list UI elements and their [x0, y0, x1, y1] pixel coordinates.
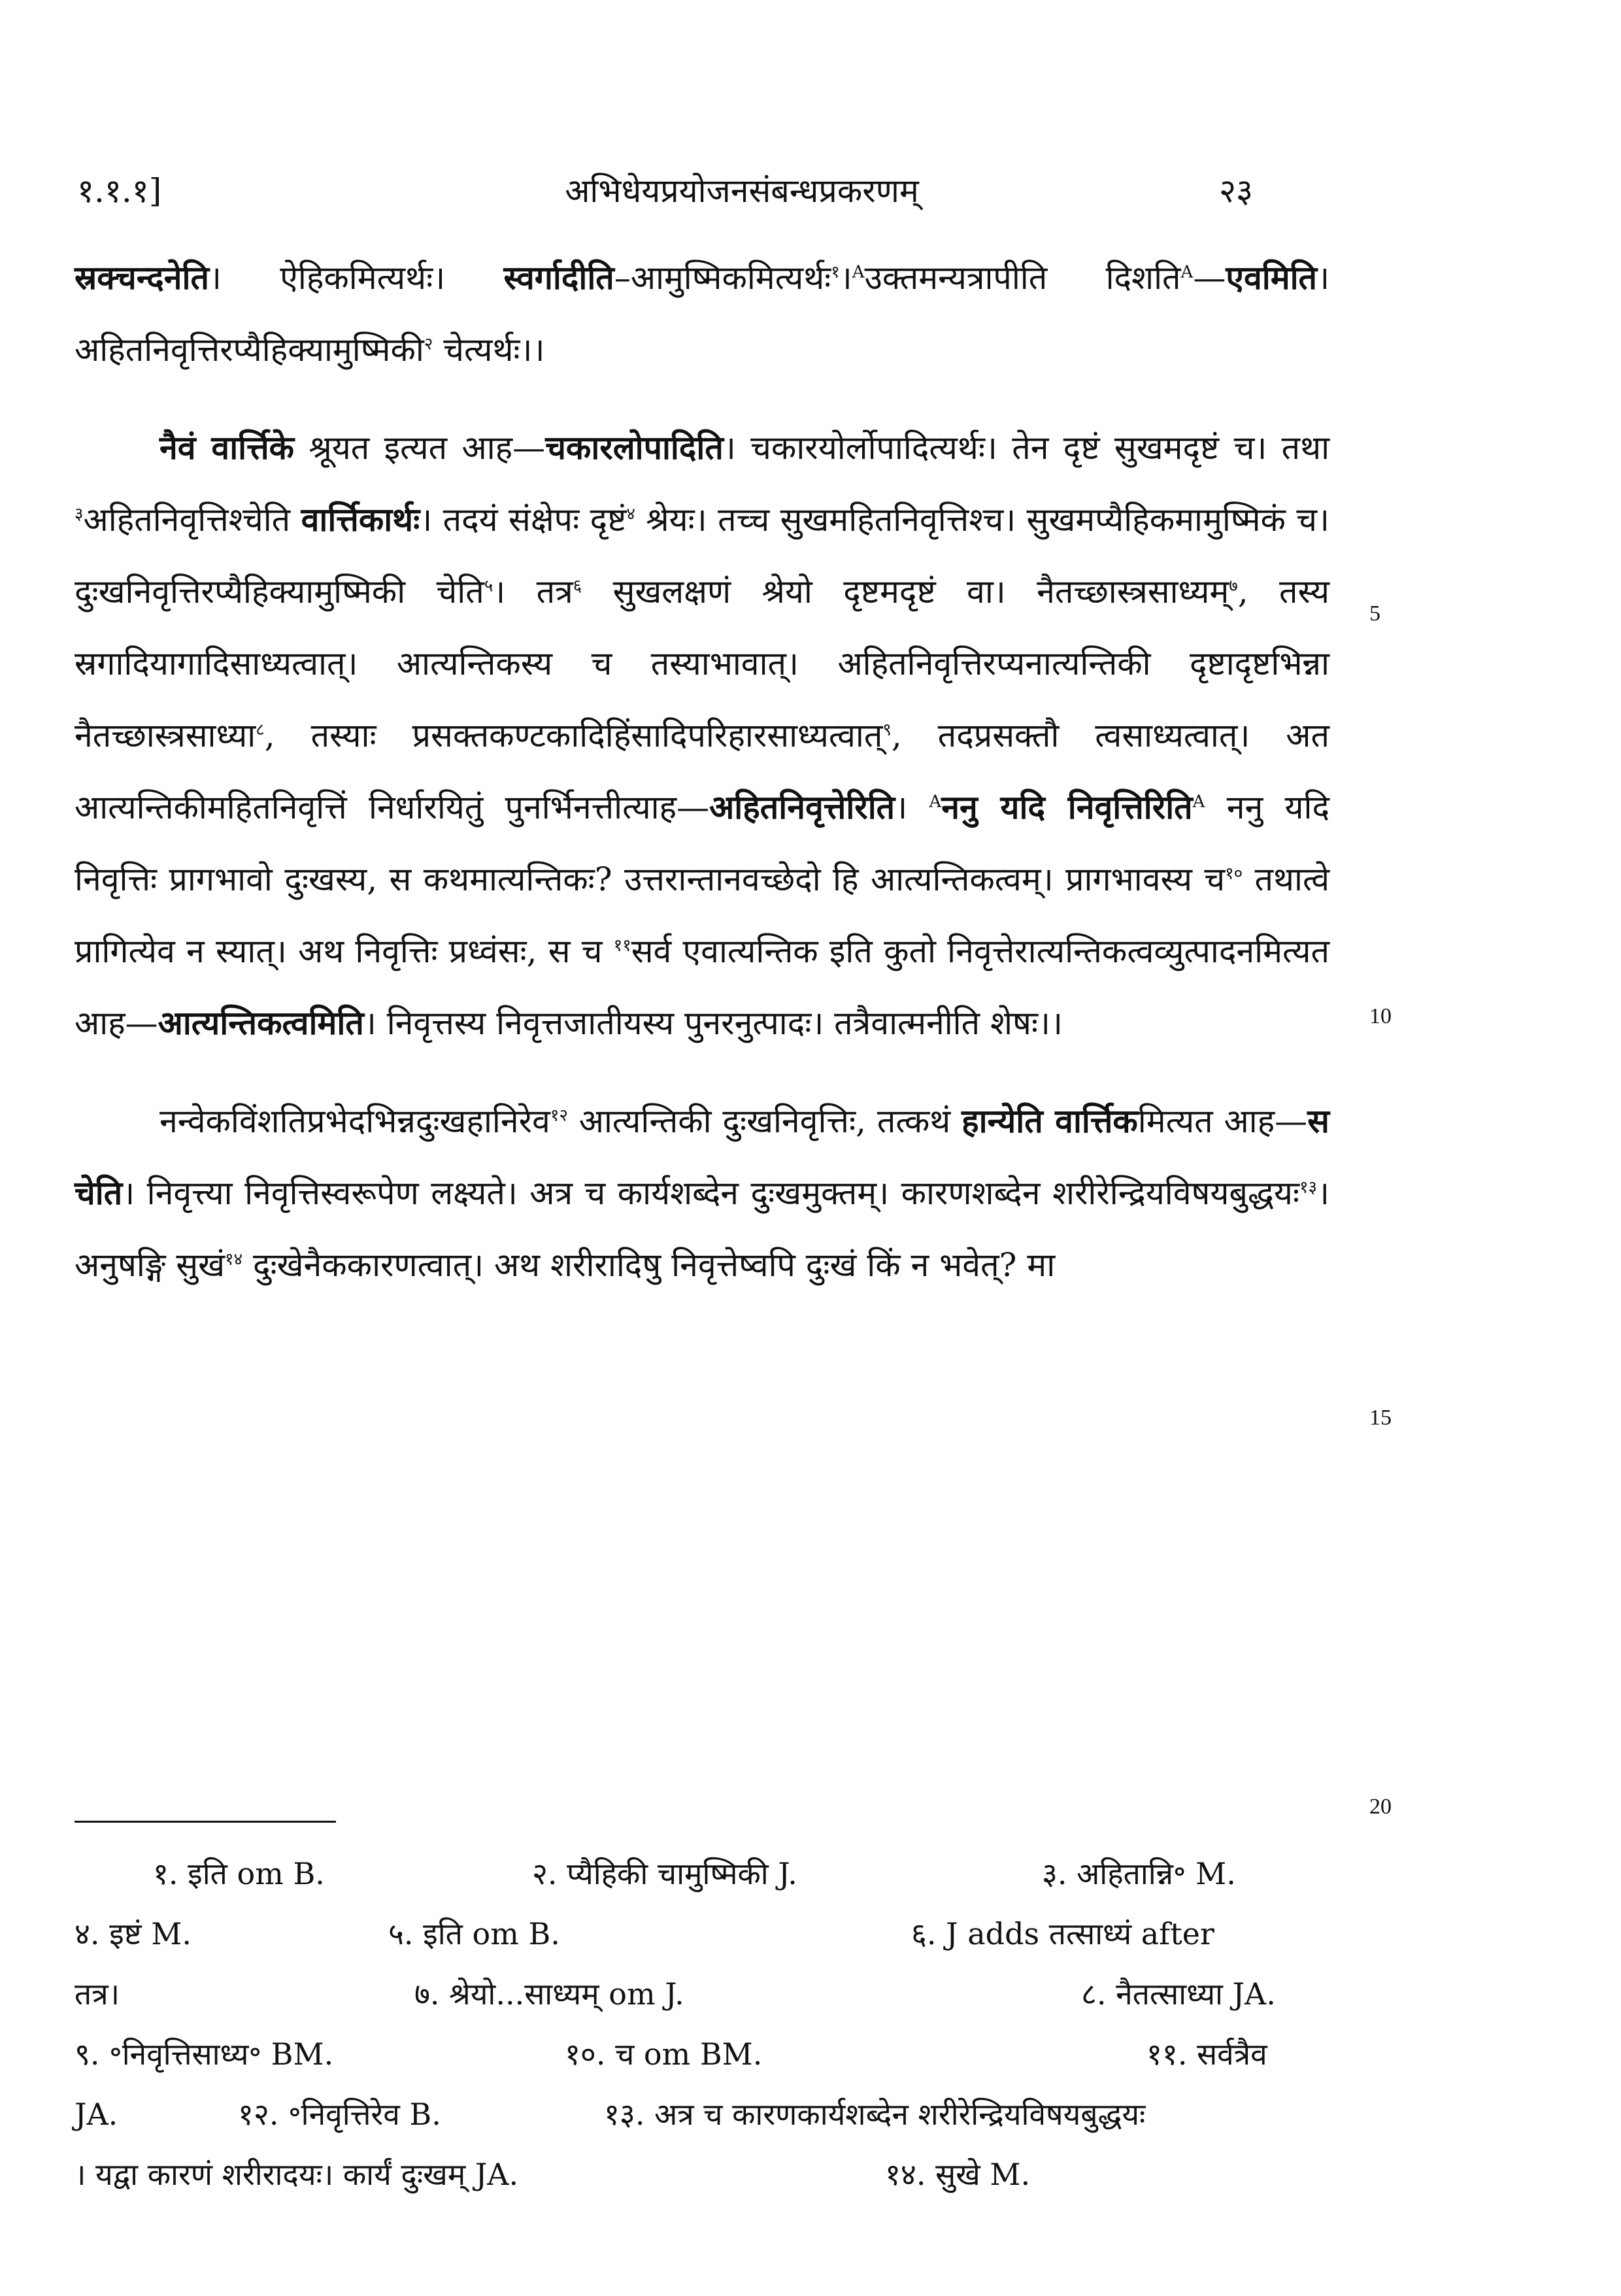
footnote-marker: १०: [1225, 864, 1243, 884]
footnote-1: १. इति om B.: [153, 1856, 325, 1891]
lemma: एवमिति: [1226, 258, 1318, 297]
running-header: [0, 154, 1621, 213]
footnote-marker: ११: [613, 936, 631, 956]
lemma: वार्त्तिकार्थः: [301, 500, 420, 539]
footnote-7: ७. श्रेयो...साध्यम् om J.: [414, 1976, 684, 2012]
line-number-15: 15: [1369, 1406, 1392, 1430]
footnote-14: १४. सुखे M.: [885, 2157, 1031, 2192]
text-run: ।: [895, 788, 929, 826]
text-run: नन्वेकविंशतिप्रभेदभिन्नदुःखहानिरेव: [159, 1102, 550, 1140]
text-run: । अहितनिवृत्तिरप्यैहिक्यामुष्मिकी: [75, 259, 1330, 369]
text-run: । तत्र: [493, 573, 573, 611]
footnote-marker: A: [1192, 792, 1205, 812]
lemma: स चेति: [75, 1102, 1329, 1212]
footnote-marker: ७: [1229, 576, 1238, 596]
paragraph-1: [75, 242, 1329, 386]
lemma: अहितनिवृत्तेरिति: [709, 788, 895, 826]
footnote-marker: १: [831, 262, 840, 282]
footnote-marker: ५: [484, 576, 493, 596]
lemma: आत्यन्तिकत्वमिति: [158, 1004, 364, 1042]
footnote-marker: १४: [225, 1249, 243, 1270]
footnote-11: ११. सर्वत्रैव: [1146, 2036, 1267, 2072]
footnote-11-cont: JA.: [75, 2097, 118, 2132]
text-run: उक्तमन्यत्रापीति दिशति: [864, 259, 1181, 297]
text-run: चेत्यर्थः।।: [433, 331, 545, 369]
footnote-marker: A: [929, 792, 942, 812]
footnote-2: २. प्यैहिकी चामुष्मिकी J.: [532, 1856, 797, 1891]
line-number-10: 10: [1369, 1004, 1392, 1028]
footnote-row: [75, 2144, 1329, 2204]
footnote-marker: १३: [1299, 1177, 1318, 1198]
footnote-12: १२. ॰निवृत्तिरेव B.: [238, 2097, 441, 2132]
footnote-marker: A: [852, 262, 865, 282]
footnote-marker: ३: [75, 504, 84, 524]
lemma: हान्येति वार्त्तिक: [961, 1102, 1138, 1140]
lemma: ननु यदि निवृत्तिरिति: [941, 788, 1193, 826]
footnote-marker: ४: [626, 504, 635, 524]
text-run: , तदप्रसक्तौ त्वसाध्यत्वात्। अत आत्यन्तिकीमहितनिवृत्तिं निर्धारयितुं पुनर्भिनत्तीत्याह—: [75, 717, 1330, 826]
footnote-row: [75, 1844, 1329, 1904]
text-run: ननु यदि निवृत्तिः प्रागभावो दुःखस्य, स कथमात्यन्तिकः? उत्तरान्तानवच्छेदो हि आत्यन्तिकत्वम्। प्रागभावस्य च: [75, 788, 1330, 898]
footnote-row: [75, 1904, 1329, 1964]
text-run: , तस्याः प्रसक्तकण्टकादिहिंसादिपरिहारसाध्यत्वात्: [264, 717, 883, 754]
text-run: । ऐहिकमित्यर्थः।: [209, 259, 504, 297]
text-run: तथात्वे प्रागित्येव न स्यात्। अथ निवृत्तिः प्रध्वंसः, स च: [75, 860, 1329, 970]
footnote-6: ६. J adds तत्साध्यं after: [911, 1916, 1214, 1951]
footnote-13-cont: । यद्वा कारणं शरीरादयः। कार्यं दुःखम् JA.: [75, 2157, 519, 2192]
text-run: । चकारयोर्लोपादित्यर्थः। तेन दृष्टं सुखमदृष्टं च। तथा: [723, 429, 1330, 467]
text-run: ।: [839, 259, 852, 297]
text-run: मित्यत आह—: [1137, 1102, 1308, 1140]
footnote-marker: ६: [573, 576, 582, 596]
text-run: । तदयं संक्षेपः दृष्टं: [420, 501, 627, 539]
text-run: अहितनिवृत्तिश्चेति: [83, 501, 301, 539]
text-run: —: [1193, 259, 1226, 297]
paragraph-2: [75, 412, 1329, 1059]
paragraph-3: [75, 1085, 1329, 1301]
text-run: । अनुषङ्गि सुखं: [75, 1174, 1329, 1284]
text-run: दुःखेनैककारणत्वात्। अथ शरीरादिषु निवृत्तेष्वपि दुःखं किं न भवेत्? मा: [242, 1246, 1056, 1284]
footnote-8: ८. नैतत्साध्या JA.: [1081, 1976, 1276, 2012]
footnote-13: १३. अत्र च कारणकार्यशब्देन शरीरेन्द्रियविषयबुद्धयः: [604, 2097, 1146, 2132]
footnote-marker: २: [424, 334, 433, 354]
text-run: श्रेयः। तच्च सुखमहितनिवृत्तिश्च। सुखमप्यैहिकमामुष्मिकं च। दुःखनिवृत्तिरप्यैहिक्यामुष्मिकी चेति: [75, 501, 1329, 611]
running-title: अभिधेयप्रयोजनसंबन्धप्रकरणम्: [565, 172, 919, 210]
footnote-row: [75, 1964, 1329, 2024]
line-number-5: 5: [1369, 601, 1380, 626]
text-run: सर्व एवात्यन्तिक इति कुतो निवृत्तेरात्यन्तिकत्वव्युत्पादनमित्यत आह—: [75, 932, 1329, 1042]
lemma: नैवं वार्त्तिके: [159, 428, 295, 467]
section-number: १.१.१]: [77, 172, 162, 210]
footnote-row: [75, 2024, 1329, 2084]
footnote-row: [75, 2084, 1329, 2144]
text-run: । निवृत्त्या निवृत्तिस्वरूपेण लक्ष्यते। अत्र च कार्यशब्देन दुःखमुक्तम्। कारणशब्देन शरीरेन्द्रियविषयबुद्धयः: [122, 1174, 1299, 1212]
page-number: २३: [1219, 172, 1253, 210]
footnote-9: ९. ॰निवृत्तिसाध्य॰ BM.: [75, 2036, 334, 2072]
footnote-10: १०. च om BM.: [565, 2036, 763, 2072]
footnote-marker: १२: [550, 1106, 568, 1126]
line-number-20: 20: [1369, 1795, 1392, 1819]
footnote-6-cont: तत्र।: [75, 1976, 120, 2012]
text-run: श्रूयत इत्यत आह—: [294, 429, 546, 467]
text-run: आत्यन्तिकी दुःखनिवृत्तिः, तत्कथं: [567, 1102, 962, 1140]
footnote-5: ५. इति om B.: [388, 1916, 560, 1951]
text-run: । निवृत्तस्य निवृत्तजातीयस्य पुनरनुत्पादः। तत्रैवात्मनीति शेषः।।: [363, 1004, 1063, 1042]
commentary-text: [75, 242, 1329, 1301]
text-run: –आमुष्मिकमित्यर्थः: [614, 259, 831, 297]
lemma: स्वर्गादीति: [503, 258, 614, 297]
footnote-4: ४. इष्टं M.: [75, 1916, 192, 1951]
footnotes: [75, 1844, 1329, 2204]
lemma: स्रक्चन्दनेति: [75, 258, 209, 297]
text-run: सुखलक्षणं श्रेयो दृष्टमदृष्टं वा। नैतच्छास्त्रसाध्यम्: [582, 573, 1229, 611]
text-run: , तस्य स्रगादियागादिसाध्यत्वात्। आत्यन्तिकस्य च तस्याभावात्। अहितनिवृत्तिरप्यनात्यन्तिकी दृष्टादृष्टभिन्ना नैतच्छास्त्रसाध्या: [75, 573, 1329, 754]
footnote-marker: A: [1180, 262, 1194, 282]
footnote-marker: ८: [256, 720, 265, 740]
footnote-3: ३. अहितान्नि॰ M.: [1042, 1856, 1236, 1891]
footnote-marker: ९: [882, 720, 892, 740]
lemma: चकारलोपादिति: [545, 428, 724, 467]
footnote-rule: [75, 1821, 336, 1823]
